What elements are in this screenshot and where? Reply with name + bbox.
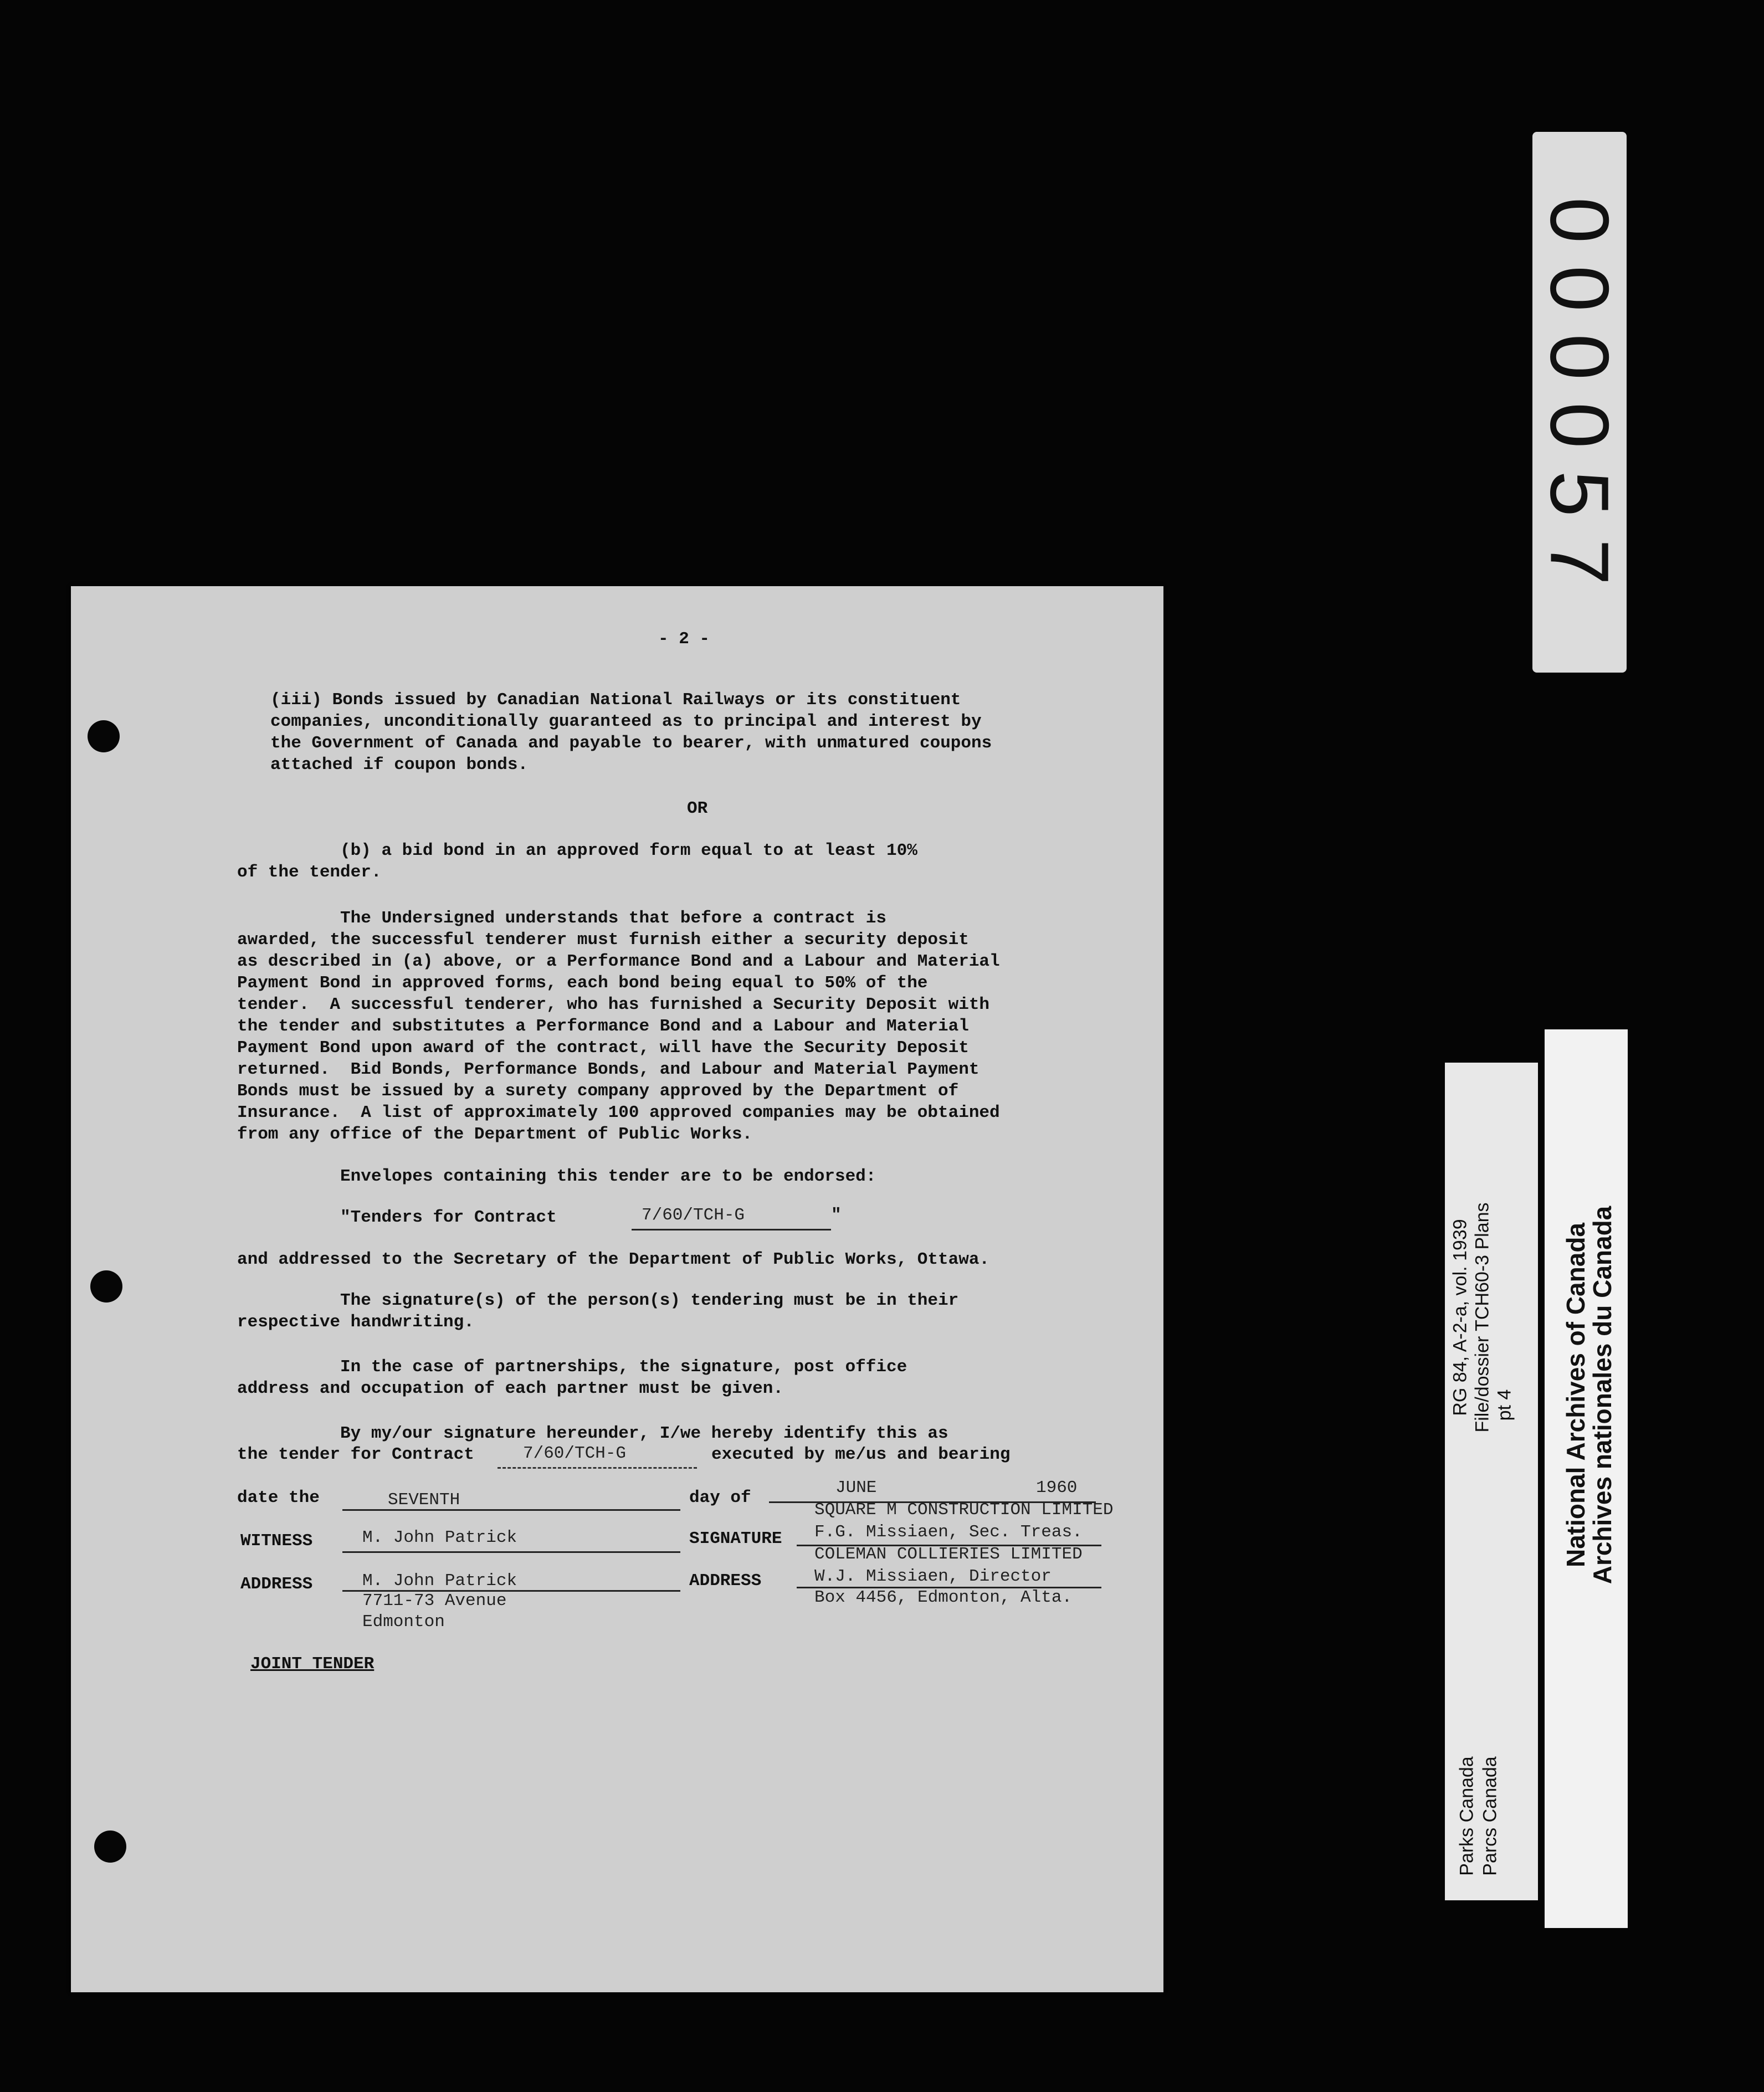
date-day-underline — [342, 1509, 680, 1511]
paragraph-b — [237, 840, 1168, 883]
signature-company-2: COLEMAN COLLIERIES LIMITED — [814, 1545, 1083, 1564]
text-line: returned. Bid Bonds, Performance Bonds, and Labour and Material Payment — [237, 1060, 980, 1079]
witness-underline — [342, 1551, 680, 1553]
archives-line-1: National Archives of Canada — [1561, 1222, 1590, 1568]
by-signature-line-2-suffix: executed by me/us and bearing — [711, 1445, 1011, 1464]
text-line: tender. A successful tenderer, who has furnished a Security Deposit with — [237, 995, 990, 1014]
signature-person-1: F.G. Missiaen, Sec. Treas. — [814, 1522, 1083, 1542]
contract-number-field: 7/60/TCH-G — [642, 1206, 745, 1225]
punch-hole-middle — [90, 1270, 122, 1303]
punch-hole-bottom — [94, 1830, 126, 1863]
by-signature-line-1: By my/our signature hereunder, I/we hereby identify this as — [237, 1424, 948, 1443]
archive-reference-label — [1445, 1063, 1538, 1900]
text-line: Bonds must be issued by a surety company approved by the Department of — [237, 1081, 959, 1101]
frame-number: 000057 — [1533, 197, 1627, 608]
by-signature-line-2-prefix: the tender for Contract — [237, 1445, 474, 1464]
signature-person-2: W.J. Missiaen, Director — [814, 1567, 1052, 1586]
date-year-field: 1960 — [1036, 1478, 1078, 1498]
text-line: (b) a bid bond in an approved form equal to at least 10% — [237, 841, 917, 860]
parks-line-2: Parcs Canada — [1479, 1756, 1501, 1876]
signature-company-1: SQUARE M CONSTRUCTION LIMITED — [814, 1500, 1114, 1520]
contract-underline-2 — [498, 1467, 697, 1469]
text-line: The signature(s) of the person(s) tendering must be in their — [237, 1291, 959, 1310]
joint-tender-label: JOINT TENDER — [250, 1654, 375, 1674]
paragraph-understands — [237, 907, 1168, 1145]
page-number: - 2 - — [658, 629, 710, 649]
paragraph-iii — [270, 689, 1201, 776]
or-label: OR — [687, 799, 708, 818]
tenders-for-suffix: " — [831, 1206, 842, 1225]
date-label: date the — [237, 1488, 320, 1508]
envelopes-text: Envelopes containing this tender are to be endorsed: — [237, 1167, 876, 1186]
date-month-field: JUNE — [835, 1478, 877, 1498]
contract-underline — [632, 1229, 831, 1230]
parks-line-1: Parks Canada — [1456, 1756, 1478, 1876]
text-line: attached if coupon bonds. — [270, 755, 529, 775]
address-label-left: ADDRESS — [240, 1575, 313, 1594]
text-line: the Government of Canada and payable to bearer, with unmatured coupons — [270, 734, 992, 753]
address-label-right: ADDRESS — [689, 1571, 762, 1591]
reference-line-2: File/dossier TCH60-3 Plans — [1471, 1202, 1493, 1433]
text-line: address and occupation of each partner must be given. — [237, 1379, 783, 1398]
text-line: respective handwriting. — [237, 1312, 474, 1332]
text-line: Payment Bond upon award of the contract, will have the Security Deposit — [237, 1038, 969, 1058]
day-of-label: day of — [689, 1488, 751, 1508]
text-line: companies, unconditionally guaranteed as to principal and interest by — [270, 712, 982, 731]
text-line: from any office of the Department of Public Works. — [237, 1125, 753, 1144]
witness-address-name: M. John Patrick — [362, 1571, 517, 1591]
national-archives-label — [1545, 1029, 1628, 1928]
witness-label: WITNESS — [240, 1531, 313, 1551]
text-line: the tender and substitutes a Performance Bond and a Labour and Material — [237, 1017, 969, 1036]
witness-address-line2: Edmonton — [362, 1612, 445, 1632]
text-line: awarded, the successful tenderer must furnish either a security deposit — [237, 930, 969, 950]
contract-number-field-2: 7/60/TCH-G — [523, 1444, 627, 1463]
paragraph-partnerships — [237, 1356, 1168, 1399]
signature-label: SIGNATURE — [689, 1529, 782, 1549]
witness-address-line1: 7711-73 Avenue — [362, 1591, 507, 1611]
addressed-text: and addressed to the Secretary of the Department of Public Works, Ottawa. — [237, 1250, 990, 1269]
paragraph-signature — [237, 1290, 1168, 1333]
reference-line-3: pt 4 — [1494, 1389, 1515, 1421]
date-day-field: SEVENTH — [388, 1490, 460, 1510]
witness-name-field: M. John Patrick — [362, 1528, 517, 1547]
reference-line-1: RG 84, A-2-a, vol. 1939 — [1449, 1219, 1471, 1416]
tenders-for-prefix: "Tenders for Contract — [237, 1208, 557, 1227]
text-line: The Undersigned understands that before a contract is — [237, 909, 886, 928]
text-line: as described in (a) above, or a Performance Bond and a Labour and Material — [237, 952, 1000, 971]
text-line: (iii) Bonds issued by Canadian National Railways or its constituent — [270, 690, 961, 710]
archives-line-2: Archives nationales du Canada — [1588, 1206, 1617, 1585]
document-page — [71, 586, 1163, 1992]
text-line: Payment Bond in approved forms, each bond being equal to 50% of the — [237, 973, 928, 993]
text-line: In the case of partnerships, the signature, post office — [237, 1357, 907, 1377]
punch-hole-top — [88, 720, 120, 752]
text-line: of the tender. — [237, 863, 382, 882]
text-line: Insurance. A list of approximately 100 approved companies may be obtained — [237, 1103, 1000, 1122]
signer-address: Box 4456, Edmonton, Alta. — [814, 1588, 1073, 1607]
